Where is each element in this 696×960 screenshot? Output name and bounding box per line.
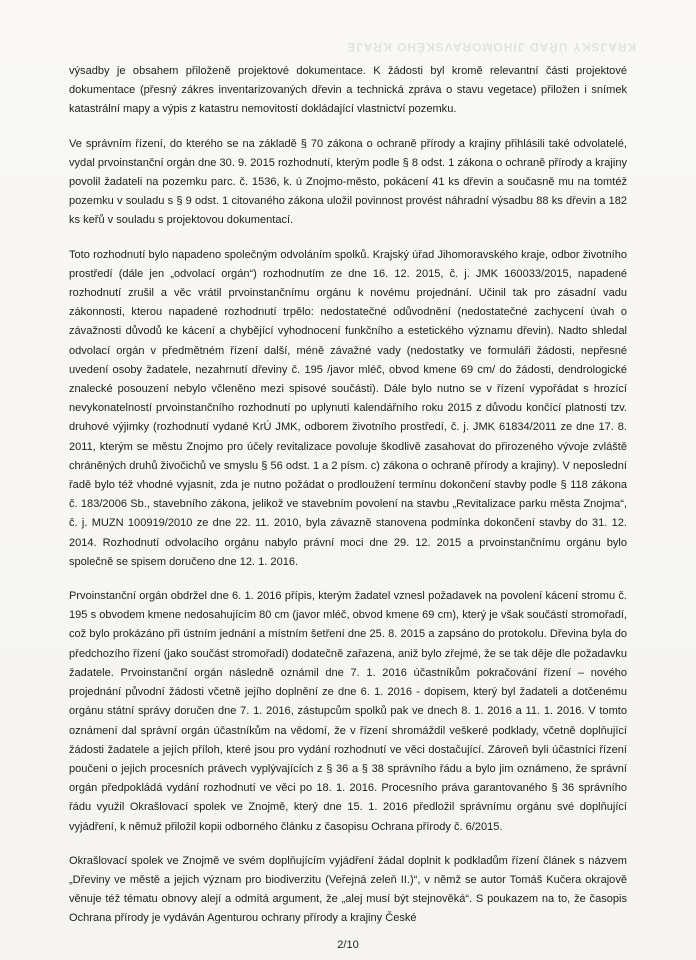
paragraph-appeal: Toto rozhodnutí bylo napadeno společným odvoláním spolků. Krajský úřad Jihomoravského kraje, odbor životního prostředí (dále jen „odvolací orgán“) rozhodnutím ze dne 16. 12. 2015, č. j. JMK 160033/2015, napadené rozhodnutí zrušil a věc vrátil prvoinstančnímu orgánu k novému projednání. Učinil tak pro zásadní vadu zákonnosti, kterou napadené rozhodnutí trpělo: nedostatečné odůvodnění (nedostatečné zachycení úvah o závažnosti důvodů ke kácení a chybějící vyhodnocení funkčního a estetického významu dřevin). Nadto shledal odvolací orgán v předmětném řízení další, méně závažné vady (nedostatky ve formuláři žádosti, nepřesné uvedení osoby žadatele, nezahrnutí dřeviny č. 195 /javor mléč, obvod kmene 69 cm/ do žádosti, dendrologické znalecké posouzení nebylo včleněno mezi spisové součásti). Dále bylo nutno se v řízení vypořádat s hrozící nevykonatelností prvoinstančního rozhodnutí po uplynutí kalendářního roku 2015 z důvodu končící platnosti tzv. druhové výjimky (rozhodnutí vydané KrÚ JMK, odborem životního prostředí, č. j. JMK 61834/2011 ze dne 17. 8. 2011, kterým se městu Znojmo pro účely revitalizace povoluje škodlivě zasahovat do přirozeného vývoje zvláště chráněných druhů živočichů ve smyslu § 56 odst. 1 a 2 písm. c) zákona o ochraně přírody a krajiny). V neposlední řadě bylo též vhodné vyjasnit, zda je nutno požádat o prodloužení termínu dokončení stavby podle § 118 zákona č. 183/2006 Sb., stavebního zákona, jelikož ve stavebním povolení na stavbu „Revitalizace parku města Znojma“, č. j. MUZN 100919/2010 ze dne 22. 11. 2010, byla závazně stanovena podmínka dokončení stavby do 31. 12. 2014. Rozhodnutí odvolacího orgánu nabylo právní moci dne 29. 12. 2015 a prvoinstančnímu orgánu bylo společně se spisem doručeno dne 12. 1. 2016. [69, 248, 627, 568]
paragraph-supplement: Prvoinstanční orgán obdržel dne 6. 1. 2016 přípis, kterým žadatel vznesl požadavek na povolení kácení stromu č. 195 s obvodem kmene nedosahujícím 80 cm (javor mléč, obvod kmene 69 cm), který je však součástí stromořadí, což bylo prokázáno při ústním jednání a místním šetření dne 25. 8. 2015 a zapsáno do protokolu. Dřevina byla do předchozího řízení (jako součást stromořadí) dodatečně zařazena, aniž bylo zřejmé, že se tak děje dle požadavku žadatele. Prvoinstanční orgán následně oznámil dne 7. 1. 2016 účastníkům pokračování řízení – nového projednání původní žádosti včetně jejího doplnění ze dne 6. 1. 2016 - dopisem, který byl žadateli a dotčenému orgánu státní správy doručen dne 7. 1. 2016, zástupcům spolků pak ve dnech 8. 1. 2016 a 11. 1. 2016. V tomto oznámení dal správní orgán účastníkům na vědomí, že v řízení shromáždil veškeré podklady, včetně doplňující žádosti žadatele a jejích příloh, které jsou pro vydání rozhodnutí ve věci dostačující. Zároveň byli účastníci řízení poučeni o jejich procesních právech vyplývajících z § 36 a § 38 správního řádu a bylo jim oznámeno, že správní orgán předpokládá vydání rozhodnutí ve věci po 18. 1. 2016. Procesního práva garantovaného § 36 správního řádu využil Okrašlovací spolek ve Znojmě, který dne 15. 1. 2016 předložil správnímu orgánu své doplňující vyjádření, k němuž přiložil kopii odborného článku z časopisu Ochrana přírody č. 6/2015. [69, 590, 627, 833]
paragraph-first-decision: Ve správním řízení, do kterého se na základě § 70 zákona o ochraně přírody a krajiny přihlásili také odvolatelé, vydal prvoinstanční orgán dne 30. 9. 2015 rozhodnutí, kterým podle § 8 odst. 1 zákona o ochraně přírody a krajiny povolil žadateli na pozemku parc. č. 1536, k. ú Znojmo-město, pokácení 41 ks dřevin a současně mu na tomtéž pozemku v souladu s § 9 odst. 1 citovaného zákona uložil povinnost provést náhradní výsadbu 88 ks dřevin a 182 ks keřů v souladu s projektovou dokumentací. [69, 137, 627, 227]
paragraph-association-statement: Okrašlovací spolek ve Znojmě ve svém doplňujícím vyjádření žádal doplnit k podkladům řízení článek s názvem „Dřeviny ve městě a jejich význam pro biodiverzitu (Veřejná zeleň II.)“, v němž se autor Tomáš Kučera okrajově věnuje též tématu obnovy alejí a odmítá argument, že „alej musí být stejnověká“. S poukazem na to, že časopis Ochrana přírody je vydáván Agenturou ochrany přírody a krajiny České [69, 854, 627, 925]
page-number: 2/10 [337, 939, 359, 951]
watermark-header: KRAJSKÝ ÚŘAD JIHOMORAVSKÉHO KRAJE [345, 40, 636, 54]
paragraph-intro-continuation: výsadby je obsahem přiloženě projektové dokumentace. K žádosti byl kromě relevantní části projektové dokumentace (přesný zákres inventarizovaných dřevin a technická zpráva o stavu vegetace) přiložen i snímek katastrální mapy a výpis z katastru nemovitostí dokládající vlastnictví pozemku. [69, 65, 627, 116]
document-body [69, 62, 627, 944]
